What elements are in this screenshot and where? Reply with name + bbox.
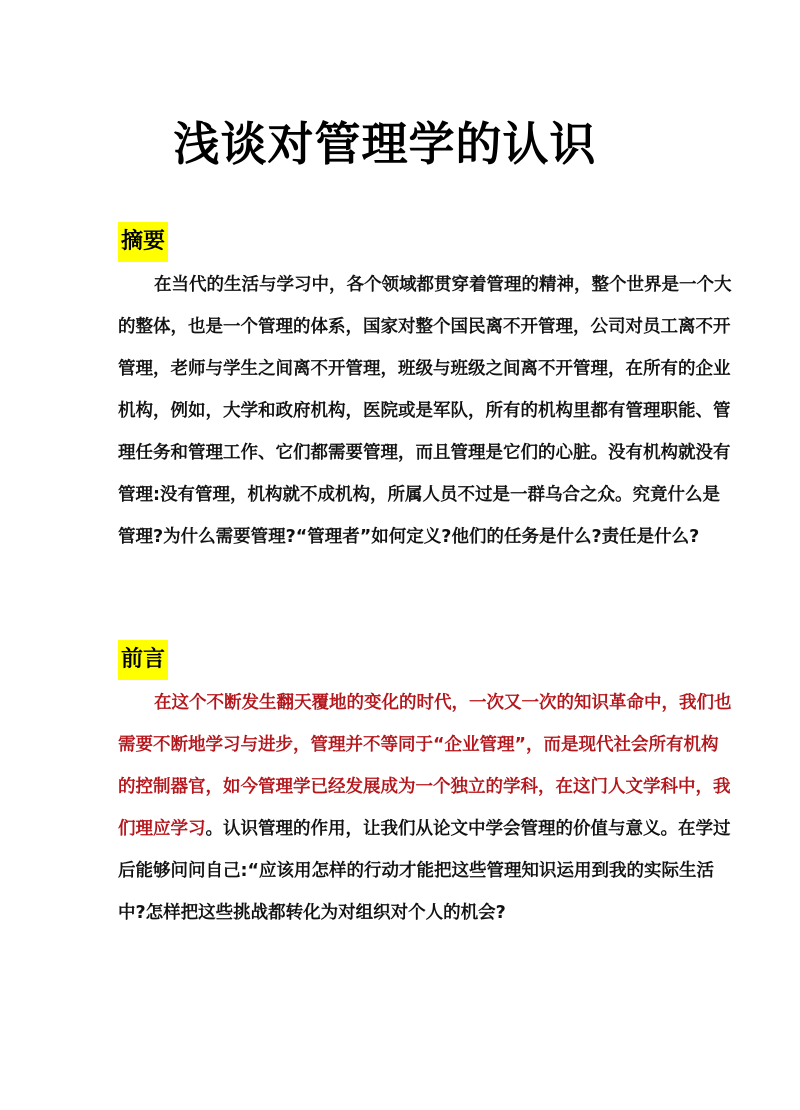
- document-title: 浅谈对管理学的认识: [173, 117, 597, 171]
- paragraph-line: 管理:没有管理，机构就不成机构，所属人员不过是一群乌合之众。究竟什么是: [118, 485, 720, 505]
- paragraph-line: 机构，例如，大学和政府机构，医院或是军队，所有的机构里都有管理职能、管: [118, 401, 731, 421]
- paragraph-line: 理任务和管理工作、它们都需要管理，而且管理是它们的心脏。没有机构就没有: [118, 443, 731, 463]
- normal-text: 。认识管理的作用，让我们从论文中学会管理的价值与意义。在学过: [205, 819, 731, 839]
- paragraph-line: 的整体，也是一个管理的体系，国家对整个国民离不开管理，公司对员工离不开: [118, 317, 731, 337]
- highlighted-text: 们理应学习: [118, 819, 206, 839]
- preface-heading: 前言: [118, 640, 168, 680]
- paragraph-line: 后能够问问自己:“应该用怎样的行动才能把这些管理知识运用到我的实际生活: [118, 861, 714, 881]
- paragraph-line: [118, 817, 731, 841]
- paragraph-line: 在当代的生活与学习中，各个领域都贯穿着管理的精神，整个世界是一个大: [154, 275, 732, 295]
- paragraph-line-highlighted: 需要不断地学习与进步，管理并不等同于“企业管理”，而是现代社会所有机构: [118, 735, 719, 755]
- abstract-heading: 摘要: [118, 222, 168, 262]
- paragraph-line-highlighted: 的控制器官，如今管理学已经发展成为一个独立的学科，在这门人文学科中，我: [118, 777, 731, 797]
- paragraph-line: 管理?为什么需要管理?“管理者”如何定义?他们的任务是什么?责任是什么?: [118, 527, 700, 547]
- paragraph-line-highlighted: 在这个不断发生翻天覆地的变化的时代，一次又一次的知识革命中，我们也: [154, 693, 732, 713]
- paragraph-line: 管理，老师与学生之间离不开管理，班级与班级之间离不开管理，在所有的企业: [118, 359, 731, 379]
- paragraph-line: 中?怎样把这些挑战都转化为对组织对个人的机会?: [118, 903, 506, 923]
